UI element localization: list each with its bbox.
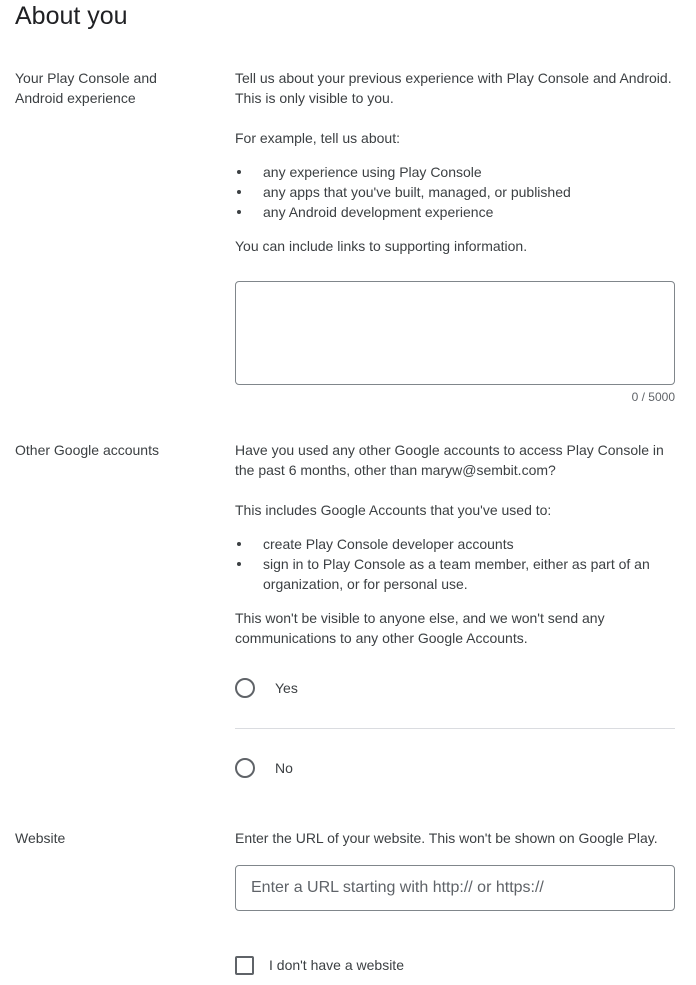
website-section-label: Website xyxy=(15,830,66,846)
experience-section-label: Your Play Console and Android experience xyxy=(15,70,157,106)
list-item: any experience using Play Console xyxy=(235,162,675,182)
other-accounts-section-content xyxy=(235,440,675,648)
no-website-label: I don't have a website xyxy=(269,957,404,973)
list-item: create Play Console developer accounts xyxy=(235,534,675,554)
experience-intro: Tell us about your previous experience with Play Console and Android. This is only visible to you. xyxy=(235,70,672,106)
list-item: any apps that you've built, managed, or published xyxy=(235,182,675,202)
experience-section-content xyxy=(235,68,675,256)
radio-button-no[interactable] xyxy=(235,758,255,778)
list-item: any Android development experience xyxy=(235,202,675,222)
other-accounts-includes-intro: This includes Google Accounts that you've used to: xyxy=(235,502,552,518)
radio-label-yes: Yes xyxy=(275,680,298,696)
other-accounts-question: Have you used any other Google accounts to access Play Console in the past 6 months, other than maryw@sembit.com? xyxy=(235,442,664,478)
no-website-option[interactable] xyxy=(235,955,404,975)
radio-button-yes[interactable] xyxy=(235,678,255,698)
page-title: About you xyxy=(15,2,128,30)
radio-option-yes[interactable] xyxy=(235,676,298,700)
experience-textarea[interactable] xyxy=(235,281,675,385)
radio-label-no: No xyxy=(275,760,293,776)
radio-divider xyxy=(235,728,675,729)
radio-option-no[interactable] xyxy=(235,756,293,780)
experience-example-intro: For example, tell us about: xyxy=(235,130,400,146)
experience-bullet-list xyxy=(235,162,675,222)
character-counter: 0 / 5000 xyxy=(631,390,675,404)
other-accounts-section-label: Other Google accounts xyxy=(15,442,159,458)
website-description: Enter the URL of your website. This won't be shown on Google Play. xyxy=(235,830,658,846)
website-url-input[interactable] xyxy=(251,866,661,910)
other-accounts-privacy-note: This won't be visible to anyone else, and we won't send any communications to any other Google Accounts. xyxy=(235,610,605,646)
list-item: sign in to Play Console as a team member, either as part of an organization, or for personal use. xyxy=(235,554,675,594)
other-accounts-bullet-list xyxy=(235,534,675,594)
experience-links-note: You can include links to supporting information. xyxy=(235,238,528,254)
no-website-checkbox[interactable] xyxy=(235,956,254,975)
website-url-field[interactable] xyxy=(235,865,675,911)
